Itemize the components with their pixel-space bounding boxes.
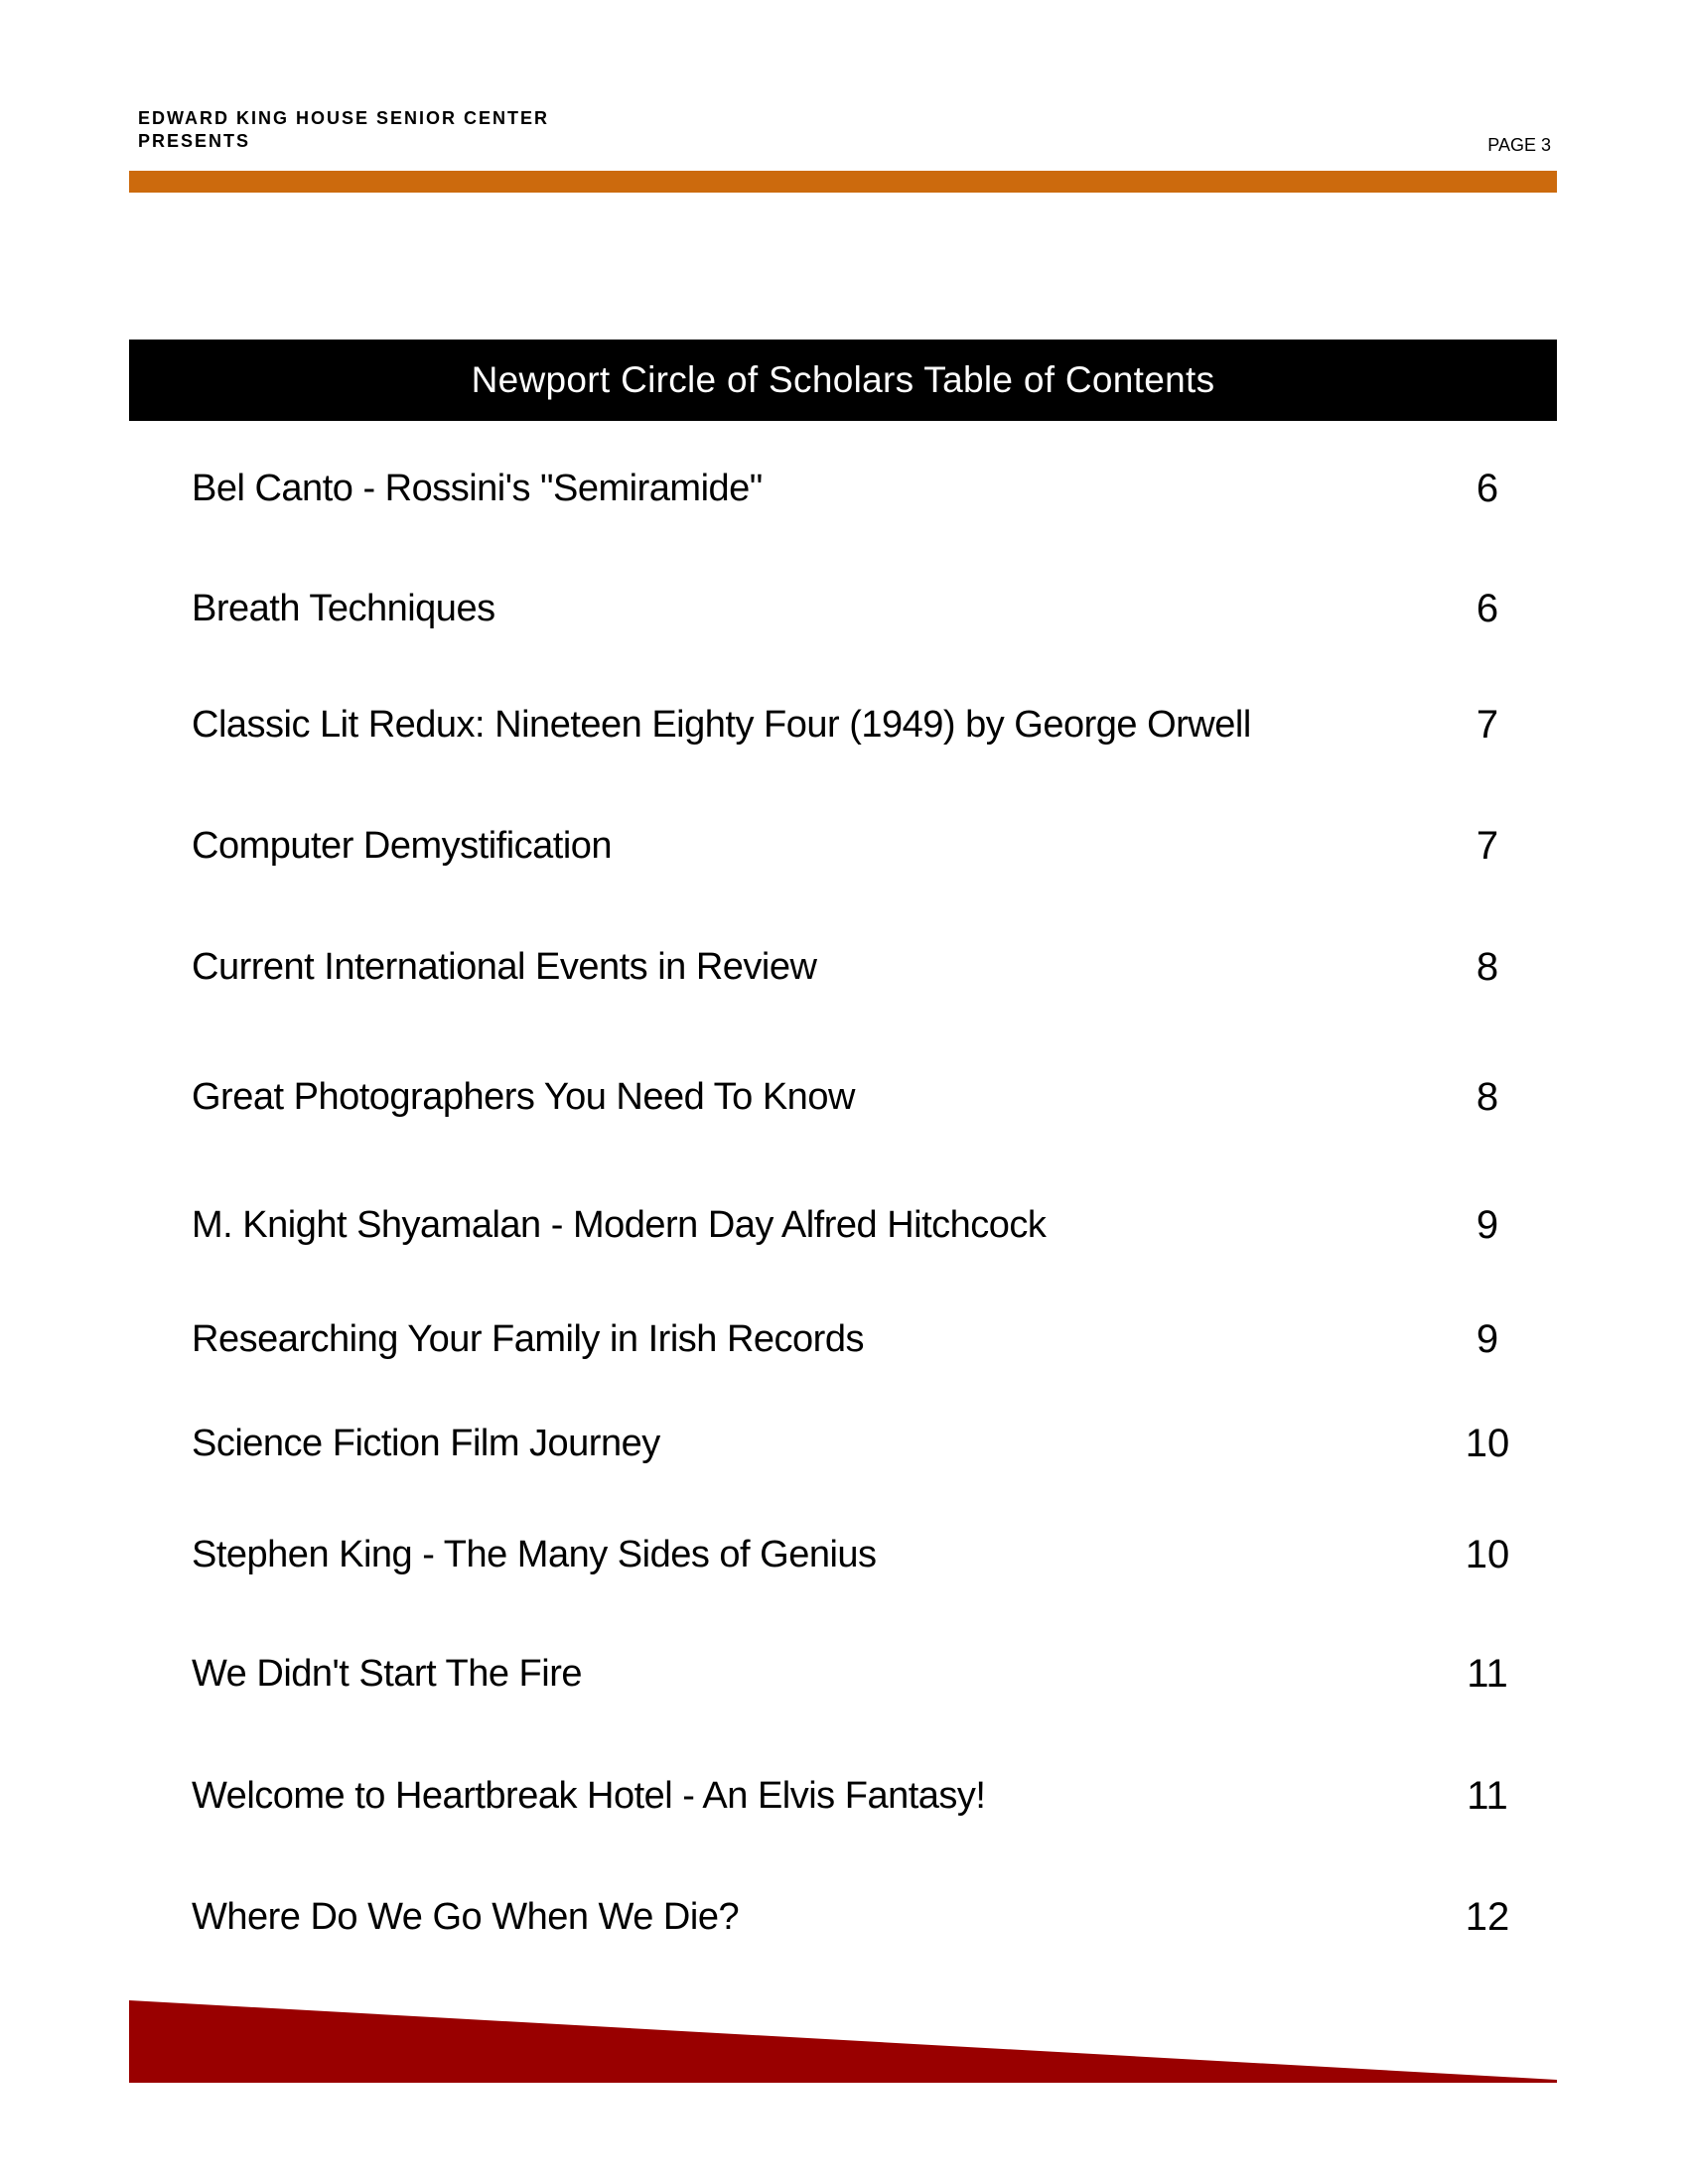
toc-entry <box>192 1644 1512 1704</box>
toc-entry-page: 8 <box>1476 1074 1499 1119</box>
toc-entry <box>192 1195 1512 1255</box>
toc-entry-page: 9 <box>1476 1202 1499 1247</box>
footer-wedge <box>129 2000 1557 2085</box>
toc-entry-title: Great Photographers You Need To Know <box>192 1075 855 1118</box>
toc-entry-page: 11 <box>1467 1773 1508 1818</box>
toc-entry <box>192 816 1512 876</box>
toc-entry-page: 11 <box>1467 1651 1508 1696</box>
toc-entry-page: 10 <box>1465 1421 1510 1465</box>
toc-entry <box>192 1525 1512 1584</box>
toc-entry-title: We Didn't Start The Fire <box>192 1652 582 1695</box>
toc-entry-title: M. Knight Shyamalan - Modern Day Alfred Hitchcock <box>192 1203 1047 1246</box>
toc-entry-title: Stephen King - The Many Sides of Genius <box>192 1533 877 1575</box>
toc-entry <box>192 1067 1512 1127</box>
toc-entry-title: Computer Demystification <box>192 824 613 867</box>
toc-entry-page: 10 <box>1465 1532 1510 1576</box>
page-number: PAGE 3 <box>1487 135 1551 155</box>
toc-entry <box>192 579 1512 638</box>
toc-entry-title: Researching Your Family in Irish Records <box>192 1317 864 1360</box>
footer-wedge-shape <box>129 2000 1557 2083</box>
toc-entry <box>192 1309 1512 1369</box>
toc-entry-page: 8 <box>1476 944 1499 989</box>
toc-entry-page: 6 <box>1476 466 1499 510</box>
toc-entry-title: Welcome to Heartbreak Hotel - An Elvis Fantasy! <box>192 1774 986 1817</box>
publisher-name: EDWARD KING HOUSE SENIOR CENTER <box>138 108 550 128</box>
toc-entry-title: Science Fiction Film Journey <box>192 1422 660 1464</box>
toc-entry <box>192 695 1512 754</box>
toc-entry-page: 12 <box>1465 1894 1510 1939</box>
toc-entry-title: Breath Techniques <box>192 587 495 629</box>
toc-entry <box>192 459 1512 518</box>
toc-entry-title: Bel Canto - Rossini's "Semiramide" <box>192 467 763 509</box>
toc-entry <box>192 1414 1512 1473</box>
toc-entry <box>192 1766 1512 1826</box>
toc-entry-page: 9 <box>1476 1316 1499 1361</box>
toc-entry <box>192 1887 1512 1947</box>
toc-entry-title: Where Do We Go When We Die? <box>192 1895 740 1938</box>
publisher-presents: PRESENTS <box>138 131 251 151</box>
toc-entry-page: 6 <box>1476 586 1499 630</box>
toc-entry-page: 7 <box>1476 702 1499 747</box>
toc-entry <box>192 937 1512 997</box>
toc-entry-page: 7 <box>1476 823 1499 868</box>
toc-entry-title: Current International Events in Review <box>192 945 817 988</box>
toc-title: Newport Circle of Scholars Table of Contents <box>471 359 1215 400</box>
toc-entry-title: Classic Lit Redux: Nineteen Eighty Four (1949) by George Orwell <box>192 703 1251 746</box>
